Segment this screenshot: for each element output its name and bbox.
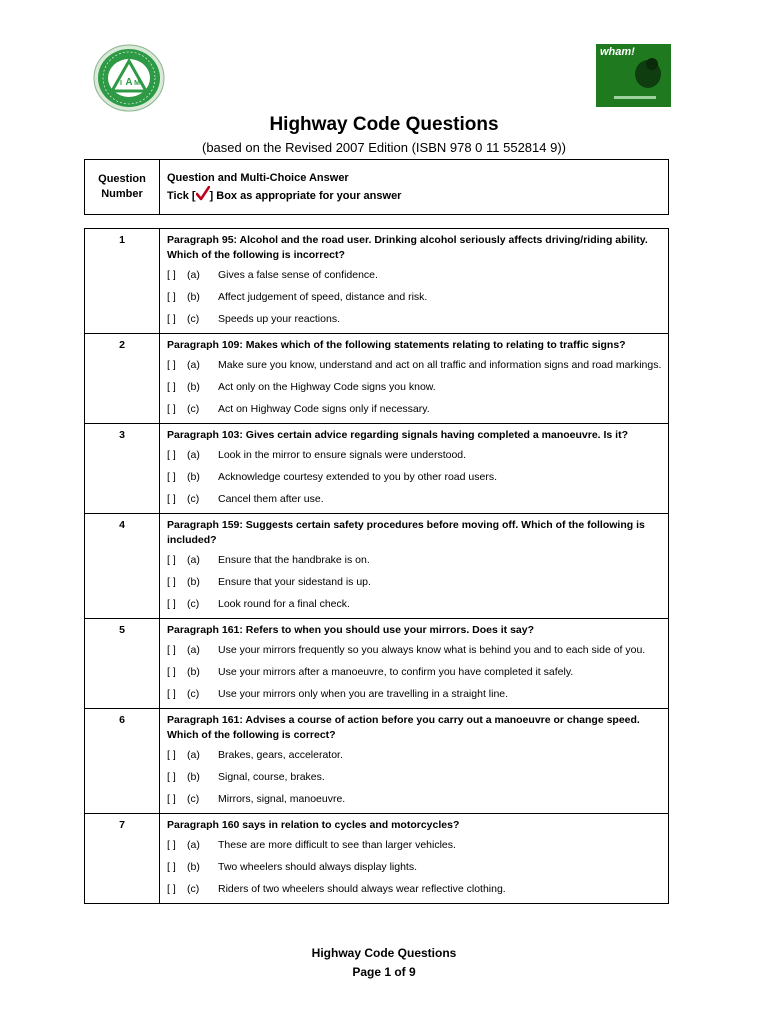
- option-label: (a): [187, 644, 200, 656]
- option-text: Two wheelers should always display lights.: [218, 861, 418, 873]
- wham-logo-text: wham!: [600, 46, 635, 58]
- option-text: Signal, course, brakes.: [218, 771, 325, 783]
- option-text: These are more difficult to see than larger vehicles.: [218, 839, 456, 851]
- answer-checkbox[interactable]: [ ]: [167, 793, 176, 805]
- option-text: Use your mirrors only when you are travelling in a straight line.: [218, 688, 509, 700]
- question-row: [85, 709, 669, 814]
- option-label: (b): [187, 381, 200, 393]
- question-number: 4: [85, 514, 160, 619]
- question-row: [85, 424, 669, 514]
- answer-checkbox[interactable]: [ ]: [167, 576, 176, 588]
- question-text: Paragraph 161: Advises a course of action before you carry out a manoeuvre or change speed. Which of the following is correct?: [167, 714, 640, 741]
- option-text: Brakes, gears, accelerator.: [218, 749, 343, 761]
- answer-option: [167, 665, 662, 680]
- question-cell: [160, 814, 669, 904]
- answer-checkbox[interactable]: [ ]: [167, 493, 176, 505]
- option-label: (b): [187, 471, 200, 483]
- option-label: (a): [187, 269, 200, 281]
- answer-checkbox[interactable]: [ ]: [167, 861, 176, 873]
- answer-checkbox[interactable]: [ ]: [167, 291, 176, 303]
- option-text: Use your mirrors frequently so you always know what is behind you and to each side of you.: [218, 644, 646, 656]
- question-row: [85, 229, 669, 334]
- answer-checkbox[interactable]: [ ]: [167, 644, 176, 656]
- option-text: Act only on the Highway Code signs you know.: [218, 381, 436, 393]
- option-label: (c): [187, 598, 200, 610]
- option-text: Riders of two wheelers should always wear reflective clothing.: [218, 883, 506, 895]
- answer-option: [167, 268, 662, 283]
- option-text: Make sure you know, understand and act on all traffic and information signs and road markings.: [218, 359, 662, 371]
- answer-option: [167, 290, 662, 305]
- answer-checkbox[interactable]: [ ]: [167, 313, 176, 325]
- question-row: [85, 814, 669, 904]
- option-label: (b): [187, 576, 200, 588]
- question-text: Paragraph 159: Suggests certain safety procedures before moving off. Which of the following is included?: [167, 519, 645, 546]
- option-text: Ensure that your sidestand is up.: [218, 576, 371, 588]
- answer-checkbox[interactable]: [ ]: [167, 598, 176, 610]
- answer-option: [167, 792, 662, 807]
- answer-checkbox[interactable]: [ ]: [167, 449, 176, 461]
- answer-option: [167, 312, 662, 327]
- question-text: Paragraph 95: Alcohol and the road user. Drinking alcohol seriously affects driving/riding ability. Which of the following is incorrect?: [167, 234, 648, 261]
- question-cell: [160, 619, 669, 709]
- question-row: [85, 334, 669, 424]
- option-label: (c): [187, 883, 200, 895]
- option-label: (b): [187, 771, 200, 783]
- question-text: Paragraph 160 says in relation to cycles and motorcycles?: [167, 819, 460, 831]
- option-label: (b): [187, 666, 200, 678]
- option-text: Act on Highway Code signs only if necessary.: [218, 403, 430, 415]
- option-text: Look in the mirror to ensure signals were understood.: [218, 449, 467, 461]
- header-question-number: [85, 160, 160, 215]
- page-subtitle: (based on the Revised 2007 Edition (ISBN 978 0 11 552814 9)): [202, 140, 566, 155]
- answer-option: [167, 643, 662, 658]
- option-text: Cancel them after use.: [218, 493, 324, 505]
- answer-option: [167, 448, 662, 463]
- question-number: 3: [85, 424, 160, 514]
- answer-option: [167, 553, 662, 568]
- question-number: 6: [85, 709, 160, 814]
- tick-suffix: ] Box as appropriate for your answer: [209, 190, 402, 202]
- answer-option: [167, 882, 662, 897]
- page-title: Highway Code Questions: [269, 114, 499, 135]
- question-number: 1: [85, 229, 160, 334]
- wham-logo: [596, 44, 671, 107]
- header-answer-label: Question and Multi-Choice Answer: [167, 172, 349, 184]
- answer-option: [167, 358, 662, 373]
- answer-option: [167, 380, 662, 395]
- header-number-label: Number: [101, 188, 143, 200]
- answer-checkbox[interactable]: [ ]: [167, 554, 176, 566]
- option-label: (b): [187, 861, 200, 873]
- option-label: (c): [187, 313, 200, 325]
- answer-checkbox[interactable]: [ ]: [167, 749, 176, 761]
- answer-option: [167, 470, 662, 485]
- answer-checkbox[interactable]: [ ]: [167, 666, 176, 678]
- questions-table: [84, 228, 669, 904]
- question-text: Paragraph 103: Gives certain advice regarding signals having completed a manoeuvre. Is it?: [167, 429, 629, 441]
- question-row: [85, 514, 669, 619]
- answer-checkbox[interactable]: [ ]: [167, 359, 176, 371]
- answer-checkbox[interactable]: [ ]: [167, 883, 176, 895]
- svg-text:A: A: [125, 77, 133, 88]
- header-question-label: Question: [98, 173, 146, 185]
- answer-checkbox[interactable]: [ ]: [167, 771, 176, 783]
- option-label: (c): [187, 793, 200, 805]
- answer-checkbox[interactable]: [ ]: [167, 381, 176, 393]
- answer-checkbox[interactable]: [ ]: [167, 688, 176, 700]
- question-text: Paragraph 109: Makes which of the following statements relating to relating to traffic signs?: [167, 339, 626, 351]
- svg-text:M: M: [134, 80, 140, 87]
- option-label: (b): [187, 291, 200, 303]
- tick-icon: [196, 186, 210, 204]
- answer-option: [167, 402, 662, 417]
- answer-option: [167, 492, 662, 507]
- option-label: (c): [187, 493, 200, 505]
- option-label: (c): [187, 403, 200, 415]
- option-text: Mirrors, signal, manoeuvre.: [218, 793, 346, 805]
- svg-text:I: I: [120, 80, 122, 87]
- question-text: Paragraph 161: Refers to when you should use your mirrors. Does it say?: [167, 624, 535, 636]
- question-cell: [160, 424, 669, 514]
- option-label: (c): [187, 688, 200, 700]
- footer-title: Highway Code Questions: [311, 946, 457, 960]
- question-cell: [160, 514, 669, 619]
- option-text: Ensure that the handbrake is on.: [218, 554, 370, 566]
- answer-checkbox[interactable]: [ ]: [167, 403, 176, 415]
- option-label: (a): [187, 749, 200, 761]
- tick-prefix: Tick [: [167, 190, 196, 202]
- answer-option: [167, 770, 662, 785]
- answer-option: [167, 687, 662, 702]
- answer-option: [167, 860, 662, 875]
- header-answer-instructions: [160, 160, 669, 215]
- answer-option: [167, 838, 662, 853]
- question-cell: [160, 334, 669, 424]
- answer-checkbox[interactable]: [ ]: [167, 471, 176, 483]
- question-cell: [160, 709, 669, 814]
- option-text: Look round for a final check.: [218, 598, 350, 610]
- option-label: (a): [187, 839, 200, 851]
- question-number: 2: [85, 334, 160, 424]
- page-number: Page 1 of 9: [352, 965, 416, 979]
- option-label: (a): [187, 359, 200, 371]
- option-text: Affect judgement of speed, distance and risk.: [218, 291, 428, 303]
- question-cell: [160, 229, 669, 334]
- option-label: (a): [187, 554, 200, 566]
- option-label: (a): [187, 449, 200, 461]
- header-table: [84, 159, 669, 215]
- iam-logo: [93, 44, 165, 112]
- answer-checkbox[interactable]: [ ]: [167, 269, 176, 281]
- question-row: [85, 619, 669, 709]
- option-text: Acknowledge courtesy extended to you by other road users.: [218, 471, 497, 483]
- option-text: Speeds up your reactions.: [218, 313, 340, 325]
- option-text: Use your mirrors after a manoeuvre, to confirm you have completed it safely.: [218, 666, 574, 678]
- answer-option: [167, 748, 662, 763]
- option-text: Gives a false sense of confidence.: [218, 269, 378, 281]
- answer-checkbox[interactable]: [ ]: [167, 839, 176, 851]
- answer-option: [167, 575, 662, 590]
- question-number: 5: [85, 619, 160, 709]
- question-number: 7: [85, 814, 160, 904]
- tick-instruction: [167, 186, 667, 204]
- answer-option: [167, 597, 662, 612]
